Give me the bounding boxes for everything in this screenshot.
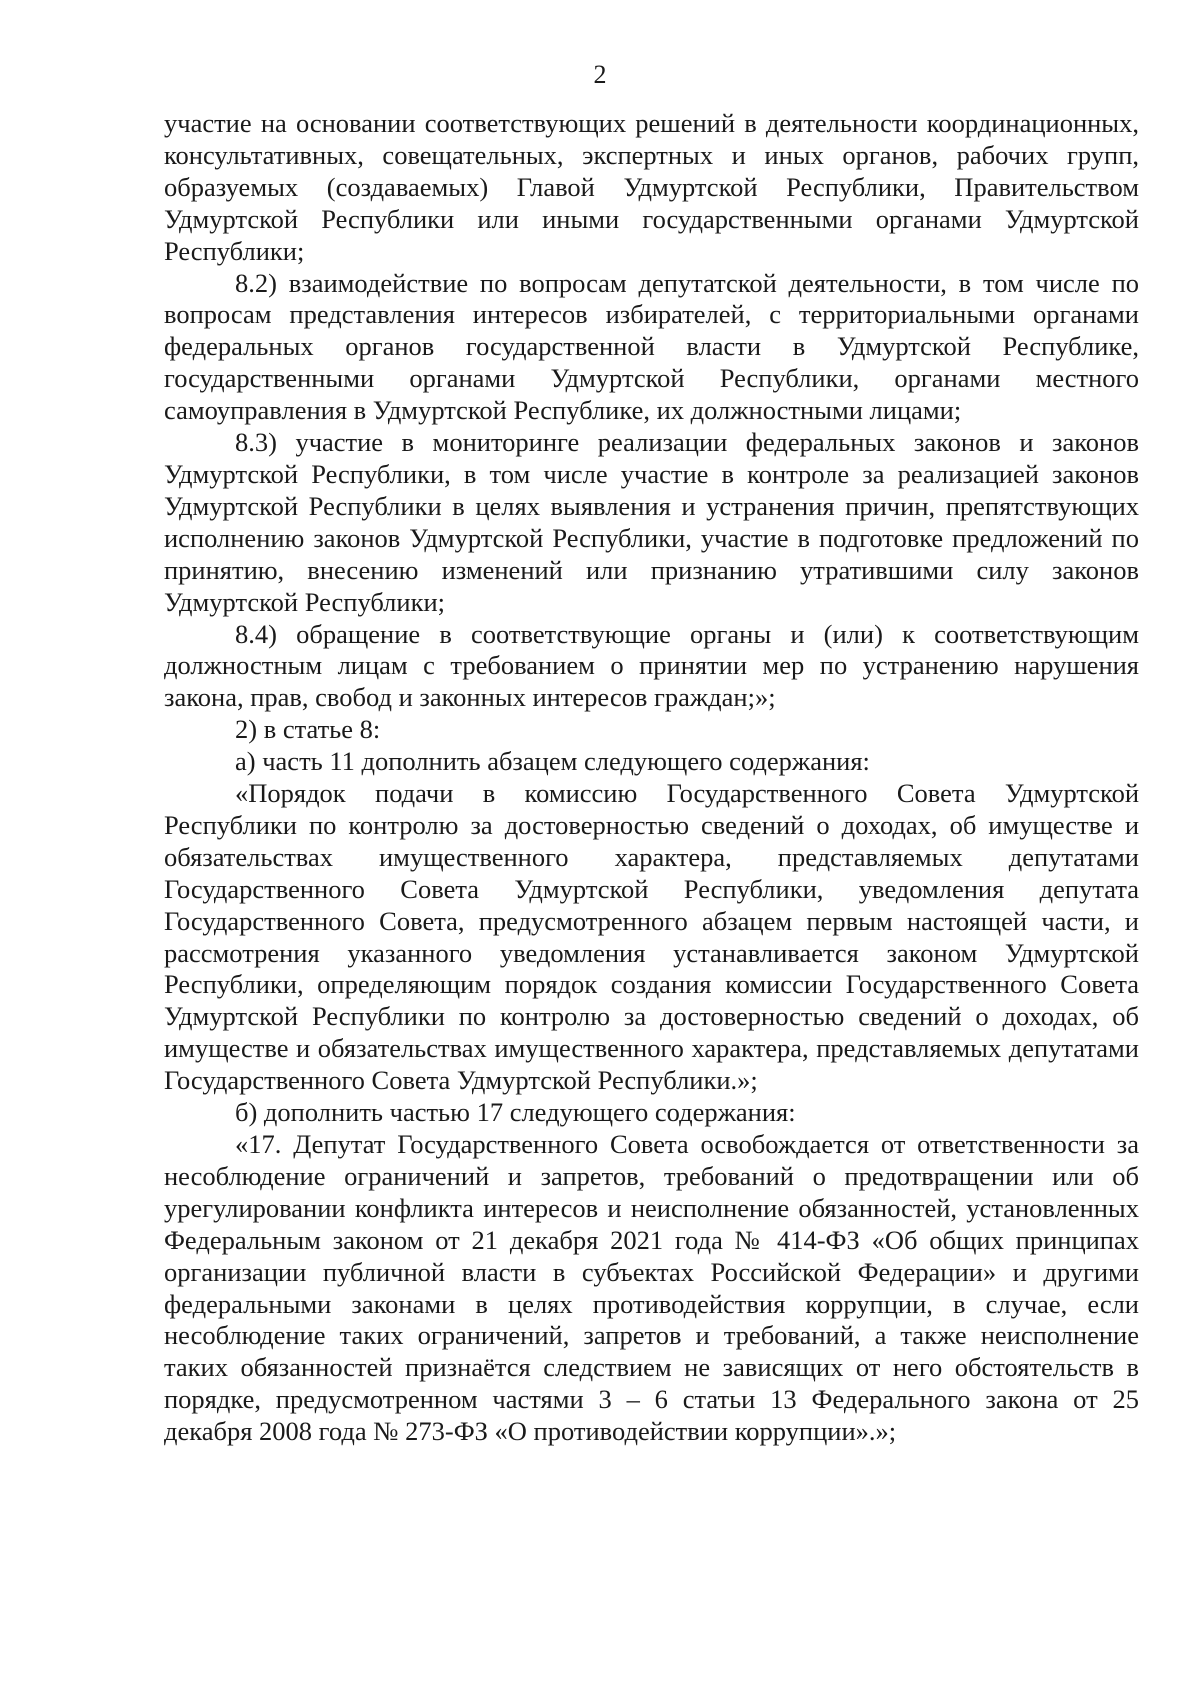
paragraph-part-17: «17. Депутат Государственного Совета освобождается от ответственности за несоблюдение ограничений и запретов, требований о предотвращении или об урегулировании конфликта интересов и неисполнение обязанностей, установленных Федеральным законом от 21 декабря 2021 года № 414-ФЗ «Об общих принципах организации публичной власти в субъектах Российской Федерации» и другими федеральными законами в целях противодействия коррупции, в случае, если несоблюдение таких ограничений, запретов и требований, а также неисполнение таких обязанностей признаётся следствием не зависящих от него обстоятельств в порядке, предусмотренном частями 3 – 6 статьи 13 Федерального закона от 25 декабря 2008 года № 273-ФЗ «О противодействии коррупции».»; xyxy=(164,1129,1139,1447)
paragraph-article-8: 2) в статье 8: xyxy=(235,714,381,745)
paragraph-subitem-b: б) дополнить частью 17 следующего содержания: xyxy=(235,1097,796,1128)
paragraph-item-8-4: 8.4) обращение в соответствующие органы и (или) к соответствующим должностным лицам с требованием о принятии мер по устранению нарушения закона, прав, свобод и законных интересов граждан;»; xyxy=(164,618,1139,713)
page-number: 2 xyxy=(593,60,607,89)
document-body xyxy=(164,108,1139,1448)
paragraph-continuation: участие на основании соответствующих решений в деятельности координационных, консультативных, совещательных, экспертных и иных органов, рабочих групп, образуемых (создаваемых) Главой Удмуртской Республики, Правительством Удмуртской Республики или иными государственными органами Удмуртской Республики; xyxy=(164,108,1139,266)
paragraph-item-8-2: 8.2) взаимодействие по вопросам депутатской деятельности, в том числе по вопросам представления интересов избирателей, с территориальными органами федеральных органов государственной власти в Удмуртской Республике, государственными органами Удмуртской Республики, органами местного самоуправления в Удмуртской Республике, их должностными лицами; xyxy=(164,267,1139,426)
paragraph-quoted-procedure: «Порядок подачи в комиссию Государственного Совета Удмуртской Республики по контролю за достоверностью сведений о доходах, об имуществе и обязательствах имущественного характера, представляемых депутатами Государственного Совета Удмуртской Республики, уведомления депутата Государственного Совета, предусмотренного абзацем первым настоящей части, и рассмотрения указанного уведомления устанавливается законом Удмуртской Республики, определяющим порядок создания комиссии Государственного Совета Удмуртской Республики по контролю за достоверностью сведений о доходах, об имуществе и обязательствах имущественного характера, представляемых депутатами Государственного Совета Удмуртской Республики.»; xyxy=(164,778,1139,1096)
paragraph-item-8-3: 8.3) участие в мониторинге реализации федеральных законов и законов Удмуртской Республики, в том числе участие в контроле за реализацией законов Удмуртской Республики в целях выявления и устранения причин, препятствующих исполнению законов Удмуртской Республики, участие в подготовке предложений по принятию, внесению изменений или признанию утратившими силу законов Удмуртской Республики; xyxy=(164,427,1139,617)
paragraph-subitem-a: а) часть 11 дополнить абзацем следующего содержания: xyxy=(235,746,870,777)
